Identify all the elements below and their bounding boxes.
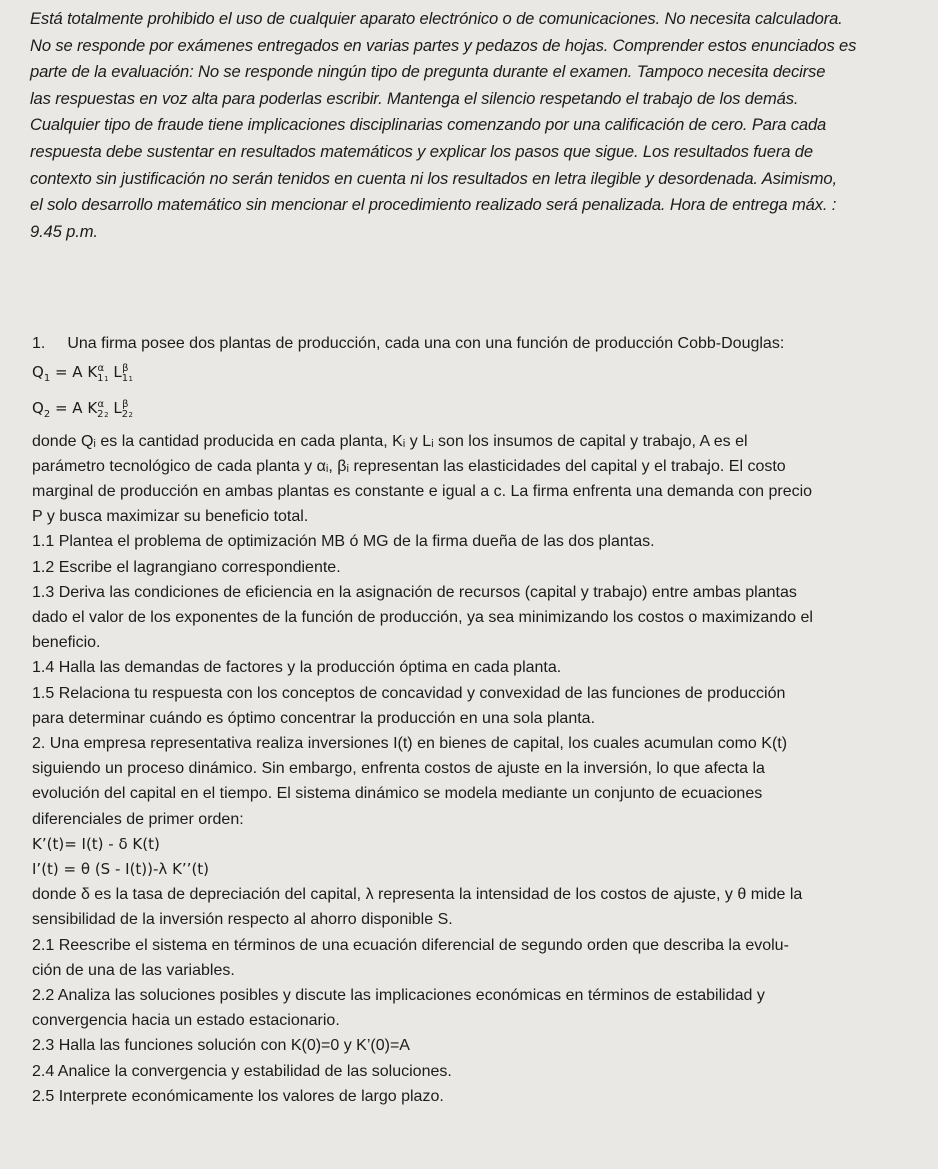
- question-2-text: siguiendo un proceso dinámico. Sin embargo, enfrenta costos de ajuste en la inversión, lo que afecta la: [32, 760, 765, 778]
- question-1-number: 1.: [32, 335, 46, 352]
- question-1-description: marginal de producción en ambas plantas es constante e igual a c. La firma enfrenta una demanda con precio: [32, 483, 813, 501]
- exam-instructions: [30, 6, 926, 245]
- subquestion-1-2: 1.2 Escribe el lagrangiano correspondiente.: [32, 558, 341, 576]
- instruction-line: el solo desarrollo matemático sin mencionar el procedimiento realizado será penalizada. Hora de entrega máx. :: [30, 195, 837, 215]
- equation-q2: $Q_2 = A$ $K_2^\alpha_2$ $L_2^\beta_2$: [32, 399, 133, 421]
- equation-investment: I’(t) = θ (S - I(t))-λ K’’(t): [32, 860, 210, 879]
- instruction-line: 9.45 p.m.: [30, 221, 98, 241]
- question-1-description: P y busca maximizar su beneficio total.: [32, 508, 309, 526]
- question-2-description: sensibilidad de la inversión respecto al ahorro disponible S.: [32, 911, 453, 929]
- instruction-line: las respuestas en voz alta para poderlas escribir. Mantenga el silencio respetando el trabajo de los demás.: [30, 88, 799, 108]
- subquestion-2-3: 2.3 Halla las funciones solución con K(0)=0 y K’(0)=A: [32, 1037, 410, 1055]
- question-2-text: 2. Una empresa representativa realiza inversiones I(t) en bienes de capital, los cuales acumulan como K(t): [32, 735, 788, 753]
- question-1-title: [32, 331, 928, 356]
- subquestion-1-5-cont: para determinar cuándo es óptimo concentrar la producción en una sola planta.: [32, 709, 596, 727]
- equation-q1: $Q_1 = A$ $K_1^\alpha_1$ $L_1^\beta_1$: [32, 363, 133, 385]
- subquestion-1-3-cont: dado el valor de los exponentes de la función de producción, ya sea minimizando los costos o maximizando el: [32, 609, 813, 627]
- subquestion-2-2: 2.2 Analiza las soluciones posibles y discute las implicaciones económicas en términos de estabilidad y: [32, 987, 765, 1005]
- subquestion-1-4: 1.4 Halla las demandas de factores y la producción óptima en cada planta.: [32, 659, 562, 677]
- question-1-description: parámetro tecnológico de cada planta y αᵢ, βᵢ representan las elasticidades del capital y el trabajo. El costo: [32, 457, 786, 475]
- instruction-line: Cualquier tipo de fraude tiene implicaciones disciplinarias comenzando por una calificación de cero. Para cada: [30, 115, 827, 135]
- subquestion-1-3-cont: beneficio.: [32, 634, 101, 652]
- instruction-line: No se responde por exámenes entregados en varias partes y pedazos de hojas. Comprender estos enunciados es: [30, 35, 857, 55]
- subquestion-2-5: 2.5 Interprete económicamente los valores de largo plazo.: [32, 1087, 444, 1105]
- instruction-line: parte de la evaluación: No se responde ningún tipo de pregunta durante el examen. Tampoco necesita decirse: [30, 62, 826, 82]
- instruction-line: respuesta debe sustentar en resultados matemáticos y explicar los pasos que sigue. Los resultados fuera de: [30, 141, 813, 161]
- exam-questions: [32, 331, 928, 1109]
- question-1-description: donde Qᵢ es la cantidad producida en cada planta, Kᵢ y Lᵢ son los insumos de capital y trabajo, A es el: [32, 432, 748, 450]
- instruction-line: Está totalmente prohibido el uso de cualquier aparato electrónico o de comunicaciones. No necesita calculadora.: [30, 9, 843, 28]
- subquestion-2-4: 2.4 Analice la convergencia y estabilidad de las soluciones.: [32, 1062, 452, 1080]
- subquestion-2-1: 2.1 Reescribe el sistema en términos de una ecuación diferencial de segundo orden que describa la evolu-: [32, 936, 789, 954]
- subquestion-2-1-cont: ción de una de las variables.: [32, 961, 235, 979]
- subquestion-2-2-cont: convergencia hacia un estado estacionario.: [32, 1012, 340, 1030]
- question-2-description: donde δ es la tasa de depreciación del capital, λ representa la intensidad de los costos de ajuste, y θ mide la: [32, 886, 803, 904]
- subquestion-1-5: 1.5 Relaciona tu respuesta con los conceptos de concavidad y convexidad de las funciones de producción: [32, 684, 786, 702]
- question-2-text: diferenciales de primer orden:: [32, 810, 244, 828]
- subquestion-1-1: 1.1 Plantea el problema de optimización MB ó MG de la firma dueña de las dos plantas.: [32, 533, 655, 551]
- instruction-line: contexto sin justificación no serán tenidos en cuenta ni los resultados en letra ilegible y desordenada. Asimismo,: [30, 168, 837, 188]
- equation-capital: K’(t)= I(t) - δ K(t): [32, 834, 160, 853]
- question-2-text: evolución del capital en el tiempo. El sistema dinámico se modela mediante un conjunto de ecuaciones: [32, 785, 763, 803]
- question-1-text: Una firma posee dos plantas de producción, cada una con una función de producción Cobb-Douglas:: [67, 335, 785, 352]
- subquestion-1-3: 1.3 Deriva las condiciones de eficiencia en la asignación de recursos (capital y trabajo) entre ambas plantas: [32, 583, 797, 601]
